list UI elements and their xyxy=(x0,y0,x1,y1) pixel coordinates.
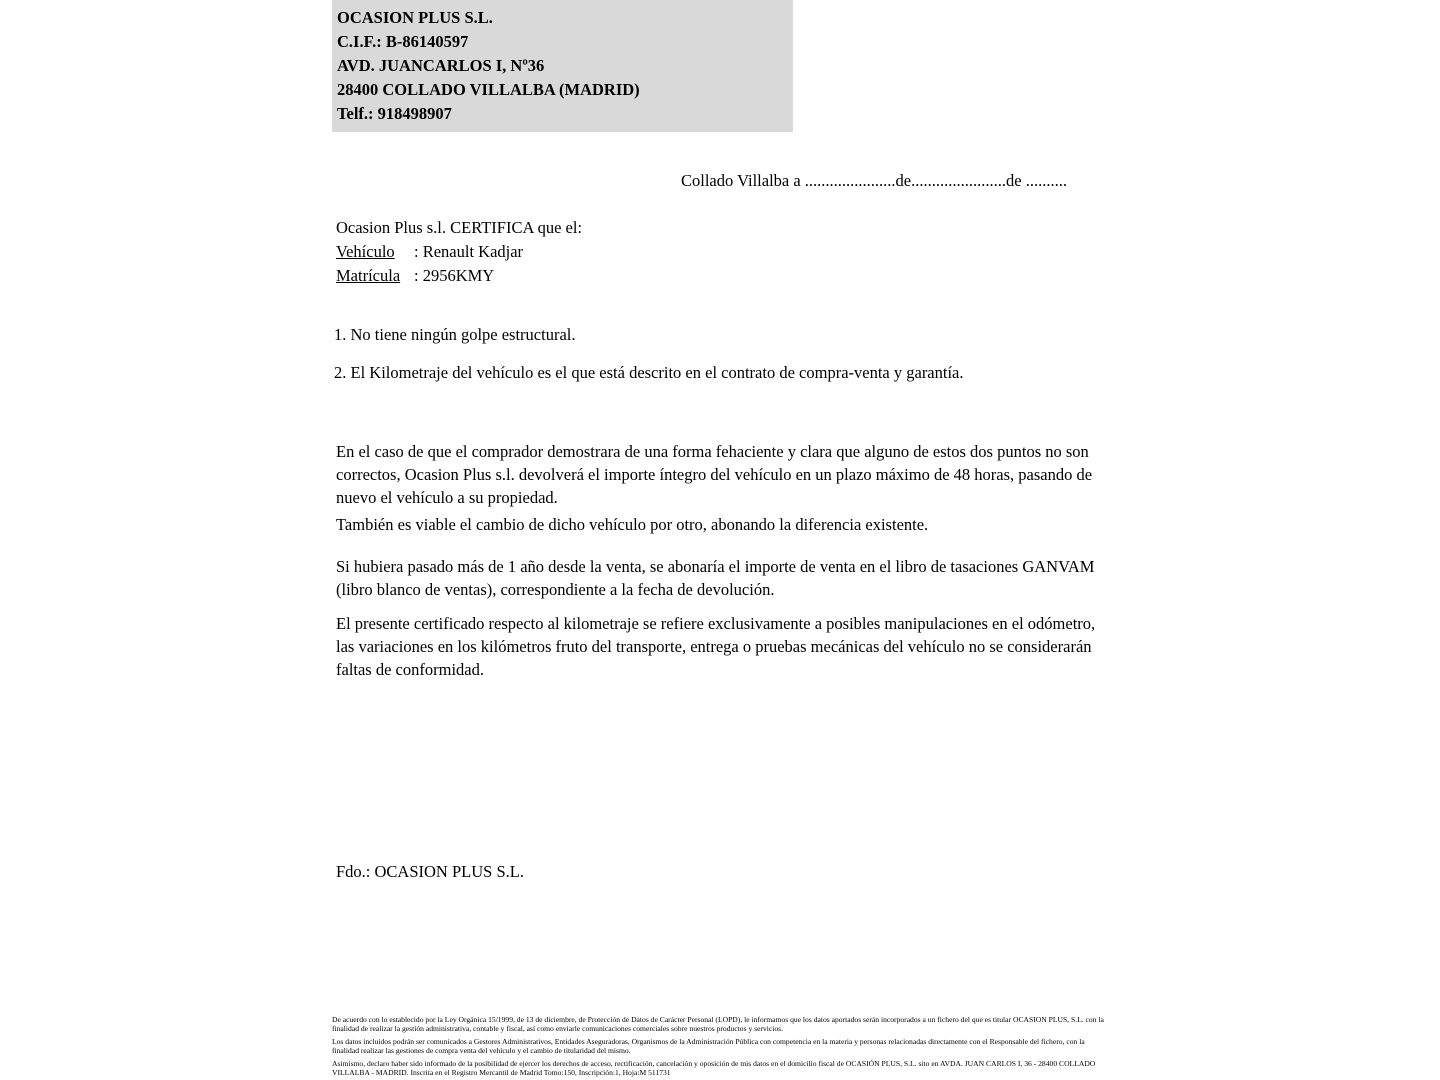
body-paragraph-2: También es viable el cambio de dicho vehículo por otro, abonando la diferencia existente. xyxy=(336,515,929,534)
body-paragraph-1: En el caso de que el comprador demostrara de una forma fehaciente y clara que alguno de estos dos puntos no son correctos, Ocasion Plus s.l. devolverá el importe íntegro del vehículo en un plazo máximo de 48 horas, pasando de nuevo el vehículo a su propiedad. xyxy=(336,442,1093,507)
plate-label: Matrícula xyxy=(336,266,401,285)
body-paragraph-4: El presente certificado respecto al kilometraje se refiere exclusivamente a posibles manipulaciones en el odómetro, las variaciones en los kilómetros fruto del transporte, entrega o pruebas mecánicas del vehículo no se considerarán faltas de conformidad. xyxy=(336,614,1096,679)
certification-intro: Ocasion Plus s.l. CERTIFICA que el: xyxy=(336,218,583,237)
company-name: OCASION PLUS S.L. xyxy=(337,8,493,27)
legal-paragraph-1: De acuerdo con lo establecido por la Ley Orgánica 15/1999, de 13 de diciembre, de Protección de Datos de Carácter Personal (LOPD), le informamos que los datos aportados serán incorporados a un fichero del que es titular OCASION PLUS, S.L. con la finalidad de realizar la gestión administrativa, contable y fiscal, así como enviarle comunicaciones comerciales sobre nuestros productos y servicios. xyxy=(332,1015,1104,1034)
certification-block xyxy=(336,216,582,288)
company-address: AVD. JUANCARLOS I, Nº36 xyxy=(337,56,545,75)
legal-notice xyxy=(332,1015,1112,1080)
point-item-2: 2. El Kilometraje del vehículo es el que está descrito en el contrato de compra-venta y garantía. xyxy=(334,363,964,382)
company-city: 28400 COLLADO VILLALBA (MADRID) xyxy=(337,80,640,99)
company-phone: Telf.: 918498907 xyxy=(337,104,452,123)
body-paragraph-3: Si hubiera pasado más de 1 año desde la venta, se abonaría el importe de venta en el libro de tasaciones GANVAM (libro blanco de ventas), correspondiente a la fecha de devolución. xyxy=(336,557,1095,599)
point-item-1: 1. No tiene ningún golpe estructural. xyxy=(334,325,576,344)
legal-paragraph-2: Los datos incluidos podrán ser comunicados a Gestores Administrativos, Entidades Aseguradoras, Organismos de la Administración Pública con competencia en la materia y personas relacionadas directamente con el Responsable del fichero, con la finalidad realizar las gestiones de compra venta del vehículo y el cambio de titularidad del mismo. xyxy=(332,1036,1085,1056)
company-header-box xyxy=(332,0,793,132)
plate-row xyxy=(336,264,582,288)
plate-value: : 2956KMY xyxy=(414,266,495,285)
legal-paragraph-3: Asimismo, declaro haber sido informado de la posibilidad de ejercer los derechos de acceso, rectificación, cancelación y oposición de mis datos en el domicilio fiscal de OCASIÓN PLUS, S.L. sito en AVDA. JUAN CARLOS I, 36 - 28400 COLLADO VILLALBA - MADRID. Inscrita en el Registro Mercantil de Madrid Tomo:150, Inscripción:1, Hoja:M 511731 xyxy=(332,1058,1096,1078)
vehicle-label: Vehículo xyxy=(336,242,395,261)
vehicle-row xyxy=(336,240,582,264)
date-line: Collado Villalba a ......................de.......................de .......... xyxy=(681,171,1067,190)
company-cif: C.I.F.: B-86140597 xyxy=(337,32,469,51)
vehicle-value: : Renault Kadjar xyxy=(414,242,524,261)
signature-line: Fdo.: OCASION PLUS S.L. xyxy=(336,862,524,881)
